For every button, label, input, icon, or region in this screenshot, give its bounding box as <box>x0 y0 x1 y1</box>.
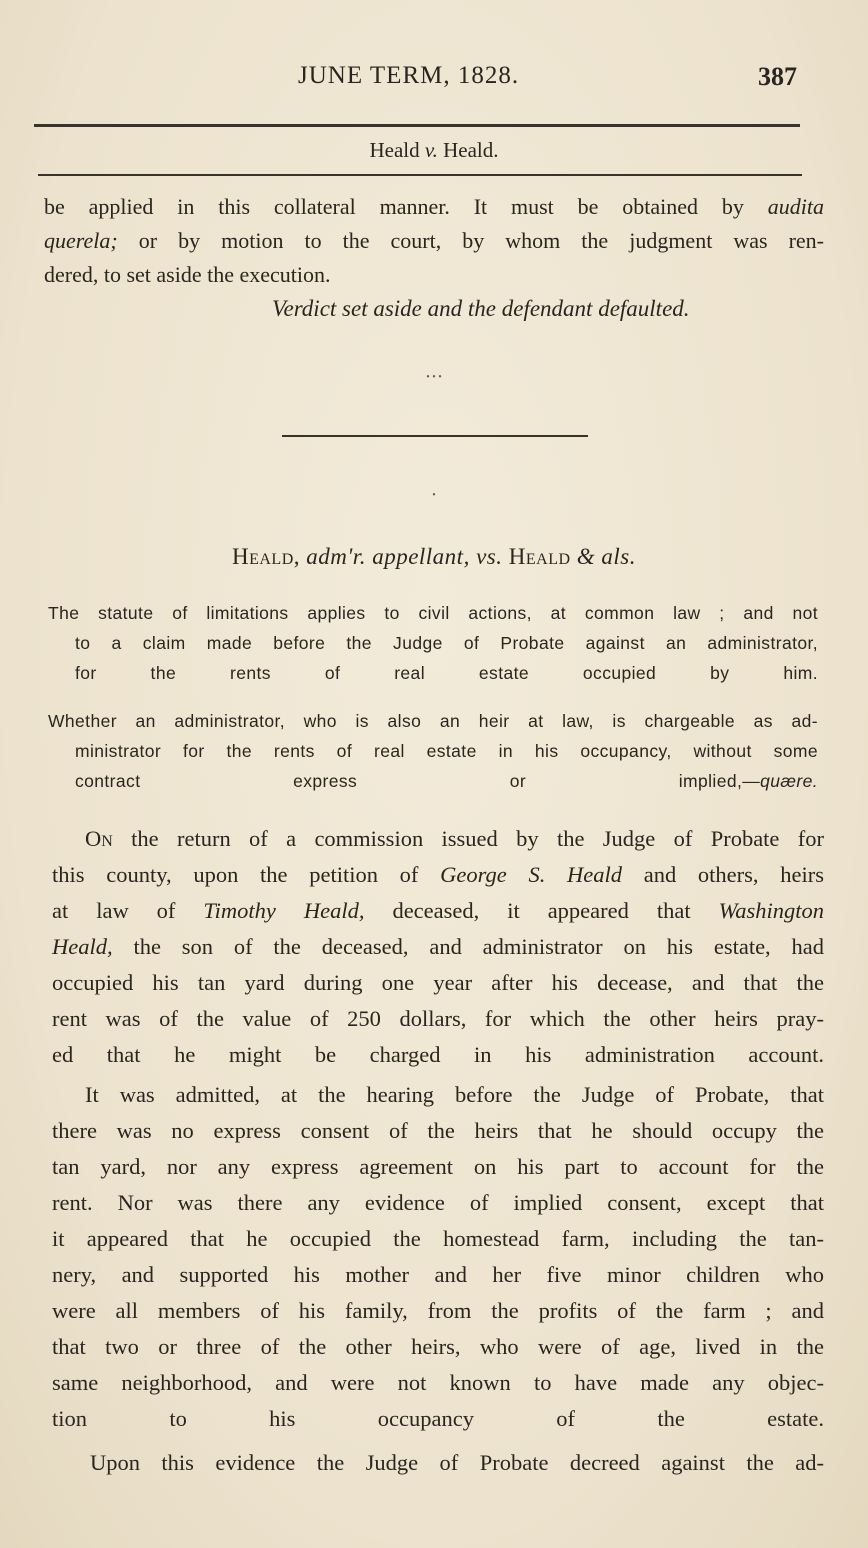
paragraph-1 <box>52 821 824 1073</box>
text-segment: or by motion to the court, by whom the judgment was ren- <box>117 228 824 253</box>
paragraph-3 <box>52 1445 824 1481</box>
text-segment: the return of a commission issued by the Judge of Probate for <box>112 826 824 851</box>
text-segment: the son of the deceased, and administrator on his estate, had <box>112 934 824 959</box>
text-segment: occupied his tan yard during one year after his decease, and that the <box>52 970 824 995</box>
section-divider <box>282 435 588 437</box>
caption-left: Heald <box>369 138 420 162</box>
headnote-limitations <box>48 598 818 688</box>
text-segment: at law of <box>52 898 204 923</box>
paragraph-2 <box>52 1077 824 1437</box>
header-rule-top <box>34 124 800 127</box>
text-segment: ed that he might be charged in his administration account. <box>52 1042 824 1067</box>
text-segment: deceased, it appeared that <box>364 898 719 923</box>
text-line: it appeared that he occupied the homestead farm, including the tan- <box>52 1226 824 1251</box>
text-segment: Washington <box>718 898 824 923</box>
caption-versus: v. <box>424 138 438 162</box>
page-number: 387 <box>758 62 797 91</box>
verdict-line: Verdict set aside and the defendant defaulted. <box>272 296 690 321</box>
running-head-title: JUNE TERM, 1828. <box>298 62 520 89</box>
case-title <box>0 544 868 570</box>
headnote-line: to a claim made before the Judge of Probate against an administrator, <box>75 633 818 653</box>
case-vs: vs. <box>476 544 503 569</box>
text-line: tion to his occupancy of the estate. <box>52 1406 824 1431</box>
text-line: It was admitted, at the hearing before the Judge of Probate, that <box>85 1082 824 1107</box>
headnote-line: Whether an administrator, who is also an heir at law, is chargeable as ad- <box>48 711 818 731</box>
text-segment: Timothy Heald, <box>203 898 365 923</box>
text-segment: Heald, <box>52 934 113 959</box>
text-line <box>52 965 824 1001</box>
text-line <box>44 224 824 258</box>
text-segment: audita <box>767 194 824 219</box>
case-party2: Heald <box>508 544 571 569</box>
headnote-line: for the rents of real estate occupied by him. <box>75 663 818 683</box>
text-line <box>52 857 824 893</box>
text-line: that two or three of the other heirs, who were of age, lived in the <box>52 1334 824 1359</box>
headnote-quaere: quære. <box>760 771 818 791</box>
text-line: rent. Nor was there any evidence of implied consent, except that <box>52 1190 824 1215</box>
running-head <box>0 62 868 96</box>
text-segment: On <box>85 826 113 851</box>
ornament-dots-bottom: • <box>432 490 436 501</box>
text-line: there was no express consent of the heirs that he should occupy the <box>52 1118 824 1143</box>
text-segment: dered, to set aside the execution. <box>44 262 331 287</box>
text-line: Upon this evidence the Judge of Probate decreed against the ad- <box>90 1450 824 1475</box>
text-line <box>44 190 824 224</box>
headnote-line <box>48 766 818 796</box>
text-segment: be applied in this collateral manner. It must be obtained by <box>44 194 768 219</box>
header-rule-bottom <box>38 174 802 176</box>
case-caption <box>0 138 868 163</box>
case-amp: & <box>576 544 596 569</box>
text-line <box>52 929 824 965</box>
continuation-text <box>44 190 824 292</box>
headnote-line: The statute of limitations applies to civil actions, at common law ; and not <box>48 603 818 623</box>
case-party1: Heald, <box>231 544 301 569</box>
text-line <box>52 1001 824 1037</box>
text-line <box>52 1037 824 1073</box>
ornament-dots-top: • • • <box>426 372 442 383</box>
text-segment: rent was of the value of 250 dollars, for which the other heirs pray- <box>52 1006 824 1031</box>
headnote-administrator <box>48 706 818 796</box>
text-segment: this county, upon the petition of <box>52 862 441 887</box>
case-role: adm'r. appellant, <box>306 544 470 569</box>
headnote-line: ministrator for the rents of real estate in his occupancy, without some <box>75 741 818 761</box>
text-line: were all members of his family, from the profits of the farm ; and <box>52 1298 824 1323</box>
case-als: als. <box>601 544 637 569</box>
text-segment: querela; <box>44 228 118 253</box>
headnote-text: contract express or implied,— <box>75 771 761 791</box>
caption-right: Heald. <box>443 138 499 162</box>
text-line <box>52 893 824 929</box>
text-segment: George S. Heald <box>440 862 623 887</box>
text-line: same neighborhood, and were not known to have made any objec- <box>52 1370 824 1395</box>
text-segment: and others, heirs <box>622 862 824 887</box>
text-line: nery, and supported his mother and her five minor children who <box>52 1262 824 1287</box>
text-line: tan yard, nor any express agreement on his part to account for the <box>52 1154 824 1179</box>
text-line <box>52 821 824 857</box>
text-line <box>44 258 824 292</box>
